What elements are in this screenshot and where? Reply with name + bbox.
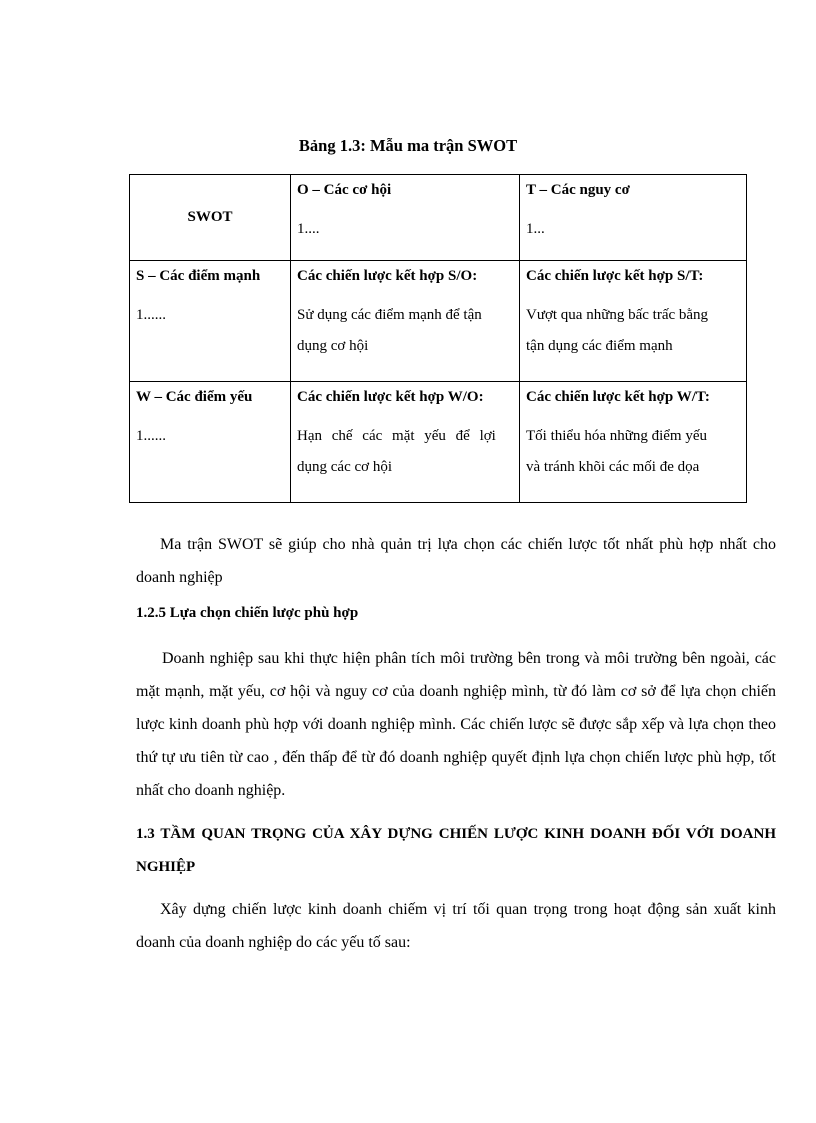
strengths-cell	[130, 261, 291, 382]
weaknesses-title: W – Các điểm yếu	[136, 389, 253, 405]
so-strategy-title: Các chiến lược kết hợp S/O:	[297, 268, 478, 284]
strengths-title: S – Các điểm mạnh	[136, 268, 261, 284]
paragraph-strategy-importance: Xây dựng chiến lược kinh doanh chiếm vị trí tối quan trọng trong hoạt động sản xuất kinh doanh của doanh nghiệp do các yếu tố sau:	[136, 901, 776, 951]
table-row	[130, 175, 747, 261]
wo-strategy-line2: dụng các cơ hội	[297, 459, 392, 475]
wt-strategy-line1: Tối thiểu hóa những điểm yếu	[526, 428, 708, 444]
st-strategy-line2: tận dụng các điểm mạnh	[526, 338, 673, 354]
wt-strategy-line2: và tránh khõi các mối đe dọa	[526, 459, 700, 475]
so-strategy-line1: Sử dụng các điểm mạnh để tận	[297, 307, 482, 323]
wo-strategy-title: Các chiến lược kết hợp W/O:	[297, 389, 484, 405]
paragraph-swot-summary: Ma trận SWOT sẽ giúp cho nhà quản trị lựa chọn các chiến lược tốt nhất phù hợp nhất cho doanh nghiệp	[136, 536, 776, 586]
table-row	[130, 261, 747, 382]
threats-title: T – Các nguy cơ	[526, 182, 630, 198]
threats-item: 1...	[526, 221, 545, 237]
weaknesses-cell	[130, 382, 291, 503]
table-caption: Bảng 1.3: Mẫu ma trận SWOT	[298, 136, 518, 155]
opportunities-header-cell	[291, 175, 520, 261]
threats-header-cell	[520, 175, 747, 261]
paragraph-strategy-selection: Doanh nghiệp sau khi thực hiện phân tích môi trường bên trong và môi trường bên ngoài, các mặt mạnh, mặt yếu, cơ hội và nguy cơ của doanh nghiệp mình, từ đó làm cơ sở để lựa chọn chiến lược kinh doanh phù hợp với doanh nghiệp mình. Các chiến lược sẽ được sắp xếp và lựa chọn theo thứ tự ưu tiên từ cao , đến thấp để từ đó doanh nghiệp quyết định lựa chọn chiến lược phù hợp, tốt nhất cho doanh nghiệp.	[136, 650, 776, 799]
table-row	[130, 382, 747, 503]
swot-matrix-table	[129, 174, 747, 503]
wo-strategy-cell	[291, 382, 520, 503]
so-strategy-line2: dụng cơ hội	[297, 338, 369, 354]
opportunities-title: O – Các cơ hội	[297, 182, 392, 198]
wt-strategy-cell	[520, 382, 747, 503]
swot-corner-cell: SWOT	[130, 175, 291, 261]
wo-strategy-line1: Hạn chế các mặt yếu để lợi	[297, 428, 496, 444]
weaknesses-item: 1......	[136, 428, 166, 444]
section-heading-1-3: 1.3 TẦM QUAN TRỌNG CỦA XÂY DỰNG CHIẾN LƯỢC KINH DOANH ĐỐI VỚI DOANH NGHIỆP	[136, 826, 776, 875]
wt-strategy-title: Các chiến lược kết hợp W/T:	[526, 389, 710, 405]
strengths-item: 1......	[136, 307, 166, 323]
st-strategy-cell	[520, 261, 747, 382]
st-strategy-title: Các chiến lược kết hợp S/T:	[526, 268, 704, 284]
so-strategy-cell	[291, 261, 520, 382]
section-heading-1-2-5: 1.2.5 Lựa chọn chiến lược phù hợp	[136, 605, 359, 621]
opportunities-item: 1....	[297, 221, 320, 237]
st-strategy-line1: Vượt qua những bấc trấc bằng	[526, 307, 709, 323]
